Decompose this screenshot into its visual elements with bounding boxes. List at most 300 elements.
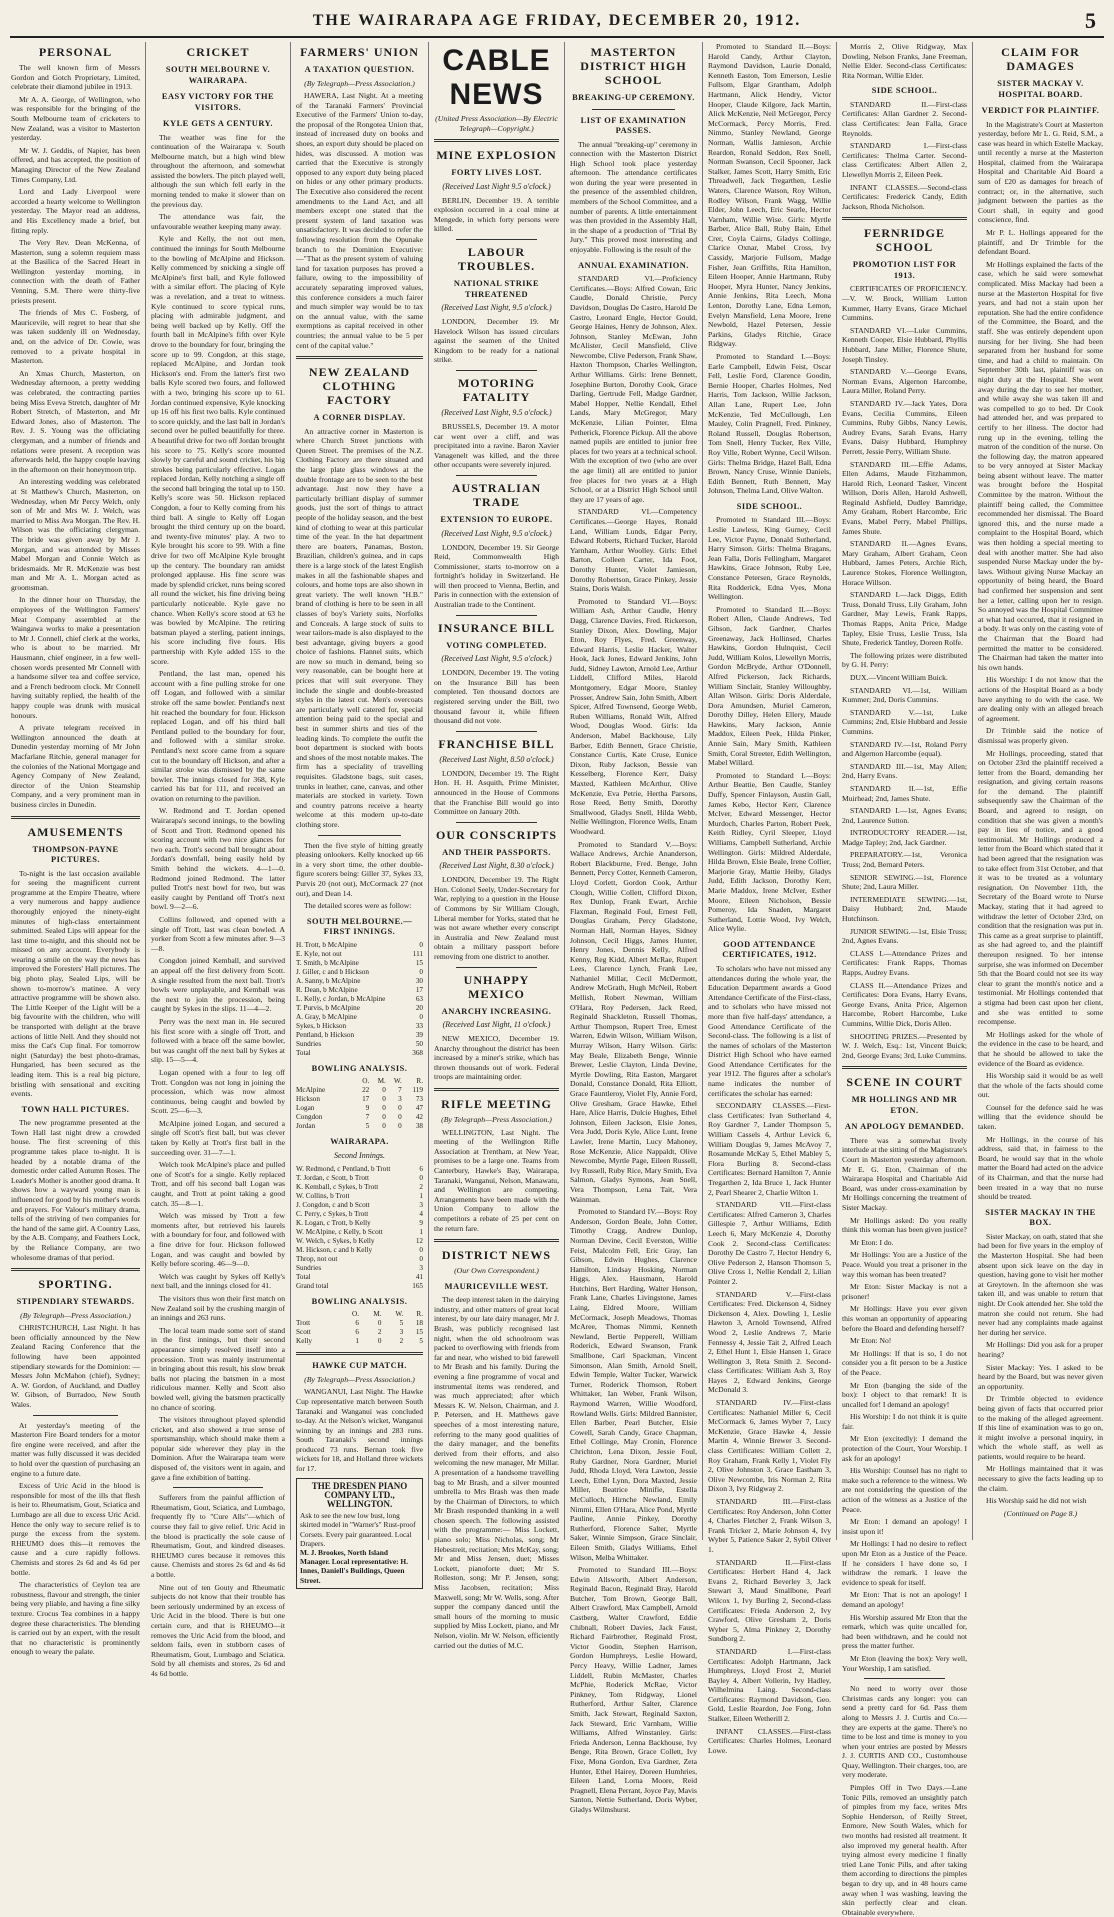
paragraph: STANDARD III.—1st, May Allen; 2nd, Harry Evans. bbox=[842, 761, 967, 781]
section-heading-clothing-factory: NEW ZEALAND CLOTHING FACTORY bbox=[308, 365, 411, 408]
paragraph: STANDARD I.—First-class Certificates: Adolph Hartmann, Jack Humphreys, Lloyd Frost 2, Muriel Bayley 4, Albert Vollerin, Ivy Hadley, Wilhelmina Laing. Second-class Certificates: Raymond Davidson, Geo. Gold, Leslie Reardon, Joe Fong, John Stalker, Eileen Wetherill 2. bbox=[708, 1646, 831, 1724]
paragraph: His Worship: I do not know that the actions of the Hospital Board as a body have anything to do with the case. We are dealing only with an alleged breach of agreement. bbox=[978, 675, 1103, 723]
bowling-figure: 38 bbox=[415, 1122, 423, 1131]
paragraph: Mr W. J. Geddis, of Napier, has been offered, and has accepted, the position of Managing Director of the New Zealand Times Company, Ltd. bbox=[11, 145, 140, 184]
subheading: A TAXATION QUESTION. bbox=[304, 65, 415, 74]
paragraph: LONDON, December 19. The Right Hon. H. H. Asquith, Prime Minister, announced in the House of Commons that the Franchise Bill would go into Committee on January 20th. bbox=[434, 768, 559, 817]
paragraph: The well known firm of Messrs Gordon and Gotch Proprietary, Limited, celebrate their diamond jubilee in 1913. bbox=[11, 63, 140, 92]
bowling-figure: 5 bbox=[399, 1319, 404, 1328]
scorecard-row bbox=[296, 1210, 423, 1219]
paragraph: Mr Eton: Sister Mackay is not a prisoner! bbox=[842, 1282, 967, 1301]
paragraph: An interesting wedding was celebrated at St Matthew's Church, Masterton, on Wednesday, when Mr Percy Welch, only son of Mr and Mrs W. J. Welch, was married to Miss Ava Morgan. The Rev. H. Wilson was the officiating clergyman. The bride was given away by Mr J. Morgan, and was attended by Misses Mabel Morgan and Connie Welch as bridesmaids. Mr R. McKenzie was best man and Mr A. L. Morgan acted as groomsman. bbox=[11, 477, 140, 592]
divider bbox=[864, 1678, 945, 1679]
paragraph: Mr Eton: No! bbox=[850, 1336, 892, 1346]
scorecard-row bbox=[296, 1031, 423, 1040]
bowling-row bbox=[296, 1113, 423, 1122]
bowling-figure: 1 bbox=[355, 1337, 360, 1346]
paragraph: STANDARD I.—First-class Certificates: Thelma Carter. Second-class Certificates: Albert Allen 2, Llewellyn Morris 2, Eileen Peek. bbox=[842, 141, 967, 180]
paragraph: Lord and Lady Liverpool were accorded a hearty welcome to Wellington yesterday. The Mayor read an address, and His Excellency made a brief, but fitting reply. bbox=[11, 187, 140, 235]
news-heading: MOTORING FATALITY bbox=[457, 376, 536, 405]
section-heading-cricket: CRICKET bbox=[186, 45, 250, 59]
masthead bbox=[10, 6, 1104, 38]
paragraph: STANDARD I.—Jack Diggs, Edith Truss, Donald Truss, Lily Graham, John Gardner, May Lewis, Frank Rapps, Thomas Rapps, Anita Price, Madge Tapley, Elsie Truss, Leslie Truss, Isla Shute, Frederick Tantley, Doreen Rolfe. bbox=[842, 590, 967, 648]
paragraph: Mr Eton: I do. bbox=[850, 1237, 894, 1247]
batsman-runs: 15 bbox=[415, 958, 423, 967]
received-line: (Received Last Night, 8.30 o'clock.) bbox=[439, 861, 554, 871]
paragraph: Promoted to Standard III.—Boys: Edwin Allsworth, Albert Anderson, Reginald Bacon, Reginald Bray, Harold Butcher, Tom Brown, George Ball, Albert Crawford, Max Campbell, Arnold Castberg, Walter Crawford, Eddie Chibnall, Robert Davies, Jack Faust, Richard Fairbrother, Reginald Frost, Victor Goodin, Stephen Harrison, Gordon Humphreys, Leslie Howard, Percy Heavy, Willie Ladner, James Liddell, Rubin McMaster, Charles McPhie, Roderick McRae, Victor Pinkney, Tom Ridgway, Lionel Rutherford, Arthur Salter, Clarence Smith, Jack Stewart, Reginald Saxton, Jack Steward, Eric Varnham, Willie Williams, Alfred Winstanley. Girls: Frieda Anderson, Lenna Backhouse, Ivy Benge, Rita Brown, Grace Collett, Ivy Fixe, Mona Gordon, Eva Gardner, Zeta Hunter, Ethel Hairey, Doreen Humhries, Eileen Land, Lorna Moore, Reid Pragnell, Elena Perrant, Joyce Pay, Mavis Santon, Nettie Sutherland, Doris Wyber, Gladys Wilmshurst. bbox=[570, 1565, 697, 1814]
column-claim-for-damages bbox=[973, 42, 1108, 1540]
paragraph: His Worship: Counsel has no right to make such a reference to the witness. We are not considering the question of the action of the witness as a Justice of the Peace. bbox=[842, 1466, 967, 1514]
batsman-runs: 12 bbox=[415, 1236, 423, 1245]
bowling-header-cell: W. bbox=[395, 1310, 404, 1319]
column-cricket bbox=[146, 42, 291, 1678]
paragraph: STANDARD V.—First-class Certificates: Fred. Dickenson 4, Sidney Dickenson 4, Alex. Dowling 1, Leslie Hawton 3, Arnold Townsend, Alfred Wood 2, Leslie Andrews 7, Marie Fennessy 4, Jessie Tait 2, Alfred Leach 2, Ethel Hunt 1, Elsie Hansen 1, Grace Wellington 3, Reta Smith 2. Second-class Certificates: William Ash 3, Roy Hayes 2, Edward Jenkins, George McDonald 3. bbox=[708, 1289, 831, 1395]
column-cable-news bbox=[429, 42, 565, 1650]
scorecard-row bbox=[296, 1013, 423, 1022]
paragraph: Welch was caught by Sykes off Kelly's next ball, and the innings closed for 41. bbox=[151, 1271, 285, 1291]
subheading: BOWLING ANALYSIS. bbox=[311, 1296, 408, 1306]
paragraph: The detailed scores were as follow: bbox=[304, 901, 412, 911]
scorecard-row bbox=[296, 941, 423, 950]
paragraph: The friends of Mrs C. Fosberg, of Mauricevile, will regret to hear that she was taken suddenly ill on Wednesday, and, on the advice of Dr. Cowie, was removed to a private hospital in Masterton. bbox=[11, 308, 140, 366]
divider bbox=[842, 1066, 967, 1069]
bowling-figure: 3 bbox=[398, 1095, 402, 1104]
section-heading-amusements: AMUSEMENTS bbox=[27, 824, 124, 839]
total-value: 41 bbox=[415, 1272, 423, 1281]
batsman-name: J. Congdon, c and b Scott bbox=[296, 1200, 370, 1209]
paragraph: Promoted to Standard IV.—Boys: Roy Anderson, Gordon Beale, John Cotter, Timothy Cragg, Andrew Dunlop, Norman Devine, Cecil Everston, Willie Feist, Malcolm Fell, Eric Gray, Ian Gibson, Edwin Hughes, Clarence Hamilton, Lindsay Hosking, Norman Higgs, Alex. Hausmann, Harold Hutchins, Bert Harding, Walter Henson, Frank Lane, Charles Livingstone, James Laing, Eldred Moore, William McCormack, Joseph Meadows, Thomas McAree, Thomas Nimmi, Kenneth Newland, Bertie Pepperell, William Roderick, Edward Swanson, Frank Smallbone, Carl Spackman, Vincent Simonson, Alan Smith, Arnold Snell, Edwin Temple, Walter Tucker, Warwick Turner, Roderick Thomson, Robert Whittaker, Ian Weber, Frank Wilson, Raymond Warren, Willie Woodford, Rowland Wells. Girls: Mildred Bannister, Ellen Barber, Pearl Butcher, Elsie Cowell, Sarah Candy, Grace Chapman, Ethel Collinge, May Cronin, Florence Chrichton, Lena Dixon, Jessie Foul, Ruby Gardner, Nora Gardner, Muriel Judd, Rhoda Lloyd, Vera Lawton, Jessie Leech, Ethel Lynn, Dora Maxted, Jessie Miller, Beatrice Minifie, Estella McCulloch, Hirnche Newland, Emily Nimmi, Ellen O'Hara, Alice Pond, Myrtle Pauline, Annie Pinkey, Dorothy Rutherford, Florence Salter, Myrtle Saker, Winnie Simpson, Grace Sinclair, Eileen Smith, Gladys Williams, Ethel Wilson, Melba Whittaker. bbox=[570, 1207, 697, 1562]
paragraph: INTERMEDIATE SEWING.—1st, Daisy Hubbard; 2nd, Maude Hutchinson. bbox=[842, 894, 967, 924]
scorecard-row bbox=[296, 1183, 423, 1192]
scorecard-row bbox=[296, 950, 423, 959]
batsman-name: T. Jordan, c Scott, b Trott bbox=[296, 1173, 369, 1182]
divider bbox=[456, 822, 537, 823]
bowling-figure: 3 bbox=[399, 1328, 404, 1337]
bowling-header-row bbox=[296, 1077, 423, 1086]
batsman-runs: 0 bbox=[419, 940, 423, 949]
paragraph: STANDARD II.—First-class Certificates: Allan Gardner 2. Second-class Certificates: Jean Falla, Grace Reynolds. bbox=[842, 99, 967, 138]
batsman-name: W. McAlpine, c Kelly, b Scott bbox=[296, 1227, 383, 1236]
paragraph: Mr Hollings explained the facts of the case, which he said were somewhat complicated. Miss Mackay had been a nurse at the Masterton Hospital for five years, and had not a stain upon her reputation. She had the entire confidence of the Committee, the Board, and the staff. She was entirely dependent upon nursing for her living. She had been separated from her husband for some time, and had a child to maintain. On September 30th last, plaintiff was on night duty at the Hospital. She went away during the day to see her mother, and while away she was taken ill and was compelled to go to bed. Dr Cook had attended her, and was prepared to certify to her illness. The doctor had rung up in the evening, telling the matron of the condition of the nurse. On the following day, the matron appeared to be very annoyed at Sister Mackay being absent without leave. The matter was brought before the Hospital Committee by the matron. Without the plaintiff being called, the Committee recommended her dismissal. The Board ignored this, and the nurse made a complaint to the Hospital Board, which was then holding a special meeting to deal with another matter. She had also suspended Nurse Mackay under the by-laws. Without giving Nurse Mackay an opportunity of being heard, the Board had confirmed her suspension and sent her a letter, calling upon her to resign. So annoyed was the Hospital Committee at what had occurred, that it resigned in a body. It was only on the casting vote of the Chairman that the Board had permitted the matter to be considered. The Chairman had taken the matter into his own hands. bbox=[978, 259, 1103, 672]
paragraph: LONDON, December 19. The Right Hon. Colonel Seely, Under-Secretary for War, replying to a question in the House of Commons by Sir William Clough, Liberal member for Yorks, stated that he was not aware whether every conscript in Australia and New Zealand must obtain a military passport before removing from one district to another. bbox=[434, 875, 559, 961]
batsman-name: W. Redmond, c Pentland, b Trott bbox=[296, 1164, 391, 1173]
paragraph: BRUSSELS, December 19. A motor car went over a cliff, and was precipitated into a ravine. Baron Xavier Vanagenelt was killed, and the three other occupants were severely injured. bbox=[434, 422, 559, 470]
paragraph: Dr Trimble said the notice of dismissal was properly given. bbox=[978, 726, 1103, 745]
bowling-figure: 9 bbox=[365, 1104, 370, 1113]
scorecard-row bbox=[296, 1022, 423, 1031]
advertisement-text: M. J. Brookes, North Island Manager. Local representative: H. Innes, Daniell's Buildings, Queen Street. bbox=[300, 1548, 409, 1585]
credit-line: (By Telegraph—Press Association.) bbox=[304, 1374, 415, 1384]
paragraph: STANDARD IV.—First-class Certificates: Nathaniel Miller 6, Cecil McCormack 6, James Wyber 7, Lucy McKenzie, Grace Hawke 4, Jessie Martin 4, Winnie Brewer 3. Second-class Certificates: William Collett 2, Roy Graham, Frank Kelly 1, Violet Fly 2, Olive Johnston 3, Grace Eastham 3, Olive Newcombe, Iris Norman 2, Rita Dixon 3, Ivy Ridgway 2. bbox=[708, 1398, 831, 1494]
bowling-header-cell: O. bbox=[362, 1077, 370, 1086]
paragraph: The deep interest taken in the dairying industry, and other matters of great local interest, by our late dairy manager, Mr J. Brash, was publicly recognised last night, when the old schoolroom was packed to overflowing with friends from far and near, who wished to bid farewell to Mr Brash and his family. During the evening a fine programme of vocal and instrumental items was rendered, and was much appreciated; after which Messrs K. W. Nelson, Chairman, and J. P. Petersen, and H. Matthews gave speeches of a most interesting nature, referring to the many good qualities of the dairy manager, and the benefits derived from their efforts, and also welcoming the new manager, Mr Millar. A presentation of a handsome travelling bag to Mr Brash, and a silver mounted umbrella to Mrs Brash was then made by the Chairman of Directors, to which Mr Brash responded thanking in a well chosen speech. The following assisted with the programme:— Miss Lockett, piano solo; Miss Nicholas, song; Mr Hebestreit, recitation; Mrs McKay, song; Mr and Miss Jensen, duet; Misses Lockett, pianoforte duet; Mr S. Rolleston, song; Mr P. Jensen, song; Miss Jacobsen, recitation; Miss Maxwell, song; Mr W. Wells, song. After supper the company danced until the small hours of the morning to music supplied by Miss Lockett, piano, and Mr Nelson, violin. Mr W. Nelson, efficiently carried out the duties of M.C. bbox=[434, 1295, 559, 1650]
scorecard-row bbox=[296, 1237, 423, 1246]
subheading: ANARCHY INCREASING. bbox=[441, 1006, 552, 1016]
paragraph: The visitors throughout played splendid cricket, and also showed a true sense of sportsmanship, which should make them a popular side wherever they play in the Dominion. After the Wairarapa team were disposed of, the visitors went in again, and gave a fine exhibition of batting. bbox=[151, 1415, 285, 1482]
subheading: AND THEIR PASSPORTS. bbox=[442, 847, 551, 857]
bowling-row bbox=[296, 1095, 423, 1104]
batsman-runs: 0 bbox=[419, 967, 423, 976]
paragraph: STANDARD III.—First-class Certificates: Roy Anderson, John Cotter 4, Charles Fletcher 2, Frank Wilson 3, Frank Tricker 2, Marie Johnson 4, Ivy Wyber 5, Patience Saker 2, Sybil Oliver 1. bbox=[708, 1497, 831, 1554]
bowling-figure: 0 bbox=[382, 1113, 386, 1122]
batsman-runs: 0 bbox=[419, 1173, 423, 1182]
section-heading-fernridge-school: FERNRIDGE SCHOOL bbox=[863, 226, 945, 255]
scorecard-row bbox=[296, 959, 423, 968]
bowler-name: Jordan bbox=[296, 1122, 316, 1131]
subheading: EXTENSION TO EUROPE. bbox=[440, 515, 553, 524]
paragraph: Collins followed, and opened with a single off Trott, last was clean bowled. A yorker from Scott a few minutes after. 9—3—8. bbox=[151, 915, 285, 953]
paragraph: In the Magistrate's Court at Masterton yesterday, before Mr L. G. Reid, S.M., a case was heard in which Estelle Mackay, until recently a nurse at the Masterton Hospital, claimed from the Wairarapa Hospital and Charitable Aid Board a sum of £20 as damages for breach of contract; or, in the alternative, such judgment between the parties as the Court shall, in equity and good conscience, find. bbox=[978, 119, 1103, 225]
columns bbox=[6, 42, 1108, 1917]
subheading: EASY VICTORY FOR THE VISITORS. bbox=[161, 92, 275, 112]
total-row bbox=[296, 1049, 423, 1058]
subheading: MR HOLLINGS AND MR ETON. bbox=[851, 1095, 958, 1115]
scorecard-row bbox=[296, 1255, 423, 1264]
received-line: (Received Last Night 9.5 o'clock.) bbox=[442, 181, 551, 191]
news-heading: UNHAPPY MEXICO bbox=[463, 972, 530, 1001]
paragraph: JUNIOR SEWING.—1st, Elsie Truss; 2nd, Agnes Evans. bbox=[842, 926, 967, 946]
bowling-analysis-table bbox=[296, 1077, 423, 1131]
column-personal bbox=[6, 42, 146, 1657]
batsman-name: Sykes, b Hickson bbox=[296, 1021, 347, 1030]
batsman-name: Sundries bbox=[296, 1263, 322, 1272]
bowling-header-cell bbox=[296, 1310, 340, 1319]
scorecard-row bbox=[296, 1004, 423, 1013]
paragraph: The attendance was fair, the unfavourable weather keeping many away. bbox=[151, 212, 285, 231]
paragraph: SECONDARY CLASSES.—First-class Certificates: Ivan Sutherland 4, Roy Gardner 7, Lander Thompson 5, William Cassels 4, Arthur Levick 6, William Douglas 9, James McAvoy 7, Rosamunde McKay 5, Ethel Mabley 5, Flora Burling 8. Second-class Certificates: Bernard Hamilton 7, Annie Tregarthen 2, Ida Bruce 1, Jack Hunter 2, Pearl Shearer 2, Charlie Wilton 1. bbox=[708, 1101, 831, 1197]
divider bbox=[318, 835, 401, 836]
subheading: SOUTH MELBOURNE.—FIRST INNINGS. bbox=[306, 916, 413, 937]
bowling-figure: 0 bbox=[382, 1122, 386, 1131]
news-heading: MINE EXPLOSION bbox=[436, 148, 557, 163]
credit-line: (Our Own Correspondent.) bbox=[454, 1266, 539, 1276]
paragraph: STANDARD VI.—1st, William Kummer; 2nd, Doris Cummins. bbox=[842, 685, 967, 705]
batsman-name: Throp, not out bbox=[296, 1254, 338, 1263]
batsman-runs: 0 bbox=[419, 1254, 423, 1263]
scorecard-row bbox=[296, 1174, 423, 1183]
paragraph: Mr Hollings, proceeding, stated that on October 23rd the plaintiff received a letter from the Board, demanding her resignation, and giving certain reasons for the demand. The plaintiff subsequently saw the Chairman of the Board, and agreed to resign, on condition that she was given a month's pay in lieu of notice, and a good testimonial. Mr Hollings produced a letter from the Board which stated that it had been agreed that the resignation was to take effect from 31st October, and that it was to be treated as a voluntary resignation. On November 11th, the Secretary of the Board wrote to Nurse Mackay, stating that it had agreed to withdraw the letter of October 23rd, on condition that the resignation was put in. This came as a great surprise to plaintiff, as she had agreed to, and the plaintiff thereupon resigned. To her intense surprise, she was informed on December 5th that the Board could not see its way clear to grant the month's notice and a testimonial. Mr Hollings contended that a stigma had been cast upon her client, and she was entitled to some recompense. bbox=[978, 748, 1103, 1027]
subheading: SIDE SCHOOL. bbox=[736, 501, 803, 511]
bowling-figure: 17 bbox=[362, 1095, 370, 1104]
divider bbox=[456, 239, 537, 240]
subheading: TOWN HALL PICTURES. bbox=[21, 1104, 130, 1114]
batsman-runs: 17 bbox=[415, 985, 423, 994]
paragraph: Pimples Off in Two Days.—Lane Tonic Pills, removed an unsightly patch of pimples from my face, writes Mrs Sophie Henderson, of Reilly Street, Enmore, New South Wales, which for two months had resisted all treatment. It also improved my general health. After trying almost every medicine I finally tried Lane Tonic Pills, and after taking them according to directions the pimples began to dry up, and in 48 hours came away when I was washing, leaving the skin perfectly clear and clean. Obtainable everywhere. bbox=[842, 1783, 967, 1917]
bowling-row bbox=[296, 1086, 423, 1095]
paragraph: STANDARD IV.—Jack Yates, Dora Evans, Cecilia Cummins, Eileen Cummins, Ruby Gibbs, Nancy Lewis, Audrey Evans, Sarah Evans, Harry Evans, Daisy Hubbard, Humphrey Perrett, Jessie Perry, William Shute. bbox=[842, 398, 967, 456]
advertisement bbox=[296, 1478, 423, 1589]
subheading: SOUTH MELBOURNE V. WAIRARAPA. bbox=[165, 65, 271, 85]
batsman-runs: 39 bbox=[415, 1030, 423, 1039]
column-fernridge-school bbox=[837, 42, 973, 1917]
paragraph: The local team made some sort of stand in the first innings, but their second appearance simply resolved itself into a procession. Trott was mainly instrumental in bringing about this result, his slow break balls not placing the batsmen in a most ridiculous manner. Kelly and Scott also bowled well, giving the batsmen practically no chance of scoring. bbox=[151, 1325, 285, 1412]
bowling-figure: 18 bbox=[415, 1319, 423, 1328]
paragraph: An attractive corner in Masterton is where Church Street junctions with Queen Street. The premises of the N.Z. Clothing Factory are there situated and the large plate glass windows at the double frontage are to be seen to the best advantage. Just now they have a particularly brilliant display of summer goods, just the sort of things to attract people of the holiday season, and the best kind of clothing to wear at this particular time of the year. In the hat department there are boaters, Panamas, Boston, Brazilian, children's guinea, and in caps there is a large stock of the latest English makes in all the fashionable shapes and colours, and home tops are also shown in great variety. The well known "H.B." brand of clothing is here to be seen in all classes of boy's Variety suits, Norfolks and Conceals. A large stock of suits to wear tailors-made is also displayed to the best advantage, giving buyers a good choice of fashions. Flannel suits, which are now so much in demand, being so very reasonable, can be bought here at prices that will suit everyone. They include the single and double-breasted styles in the latest cut. Men's overcoats are particularly well catered for, special attention being paid to the special and best in summer shirts and ties of the leading kinds. To complete the outfit the boot department is stocked with boots and shoes of the most notable makes. The firm has a speciality of travelling requisites. Gladstone bags, suit cases, trunks in leather, cane, canvas, and other materials are stocked in variety. Town and country patrons receive a hearty welcome at this modern up-to-date clothing store. bbox=[296, 426, 423, 829]
column-high-school bbox=[565, 42, 703, 1814]
batsman-runs: 111 bbox=[412, 949, 423, 958]
bowling-row bbox=[296, 1122, 423, 1131]
paragraph: Mr Hollings: I had no desire to reflect upon Mr Eton as a Justice of the Peace. If he considers I have done so, I withdraw the remark. I leave the evidence to speak for itself. bbox=[842, 1539, 967, 1587]
paragraph: W. Redmond and T. Jordan opened Wairarapa's second innings, to the bowling of Scott and Trott. Redmond opened his scoring account with two nice glances for two each. Trott's second ball brought about Jordan's downfall, being easily held by Smith behind the wickets. 4—1—0. Redmond joined Redmond. The latter pulled Trott's next bowl for two, but was easily caught by Pentland off Trott's next bowl. 9—2—6. bbox=[151, 806, 285, 912]
batsman-runs: 4 bbox=[419, 1209, 423, 1218]
grand-total-value: 165 bbox=[412, 1281, 423, 1290]
bowling-figure: 42 bbox=[415, 1113, 423, 1122]
paragraph: STANDARD II.—1st, Effie Muirhead; 2nd, James Shute. bbox=[842, 783, 967, 803]
scorecard-row bbox=[296, 1246, 423, 1255]
subheading: SIDE SCHOOL. bbox=[871, 86, 938, 96]
batsman-runs: 2 bbox=[419, 1182, 423, 1191]
credit-line: (United Press Association—By Electric Telegraph—Copyright.) bbox=[435, 114, 558, 133]
bowling-header-cell: M. bbox=[377, 1077, 386, 1086]
batsman-name: L. Kelly, c Jordan, b McAlpine bbox=[296, 994, 386, 1003]
advertisement-text: Ask to see the new low bust, long skirted model in "Warner's" Rust-proof Corsets. Every pair guaranteed. Local Drapers. bbox=[300, 1511, 416, 1548]
paragraph: DUX.—Vincent William Buick. bbox=[850, 672, 948, 682]
bowling-figure: 5 bbox=[365, 1122, 370, 1131]
bowling-figure: 47 bbox=[415, 1104, 423, 1113]
batsman-runs: 6 bbox=[419, 1164, 423, 1173]
paragraph: CLASS I.—Attendance Prizes and Certificates: Frank Rapps, Thomas Rapps, Audrey Evans. bbox=[842, 948, 967, 977]
divider bbox=[456, 370, 537, 371]
paragraph: Welch was missed by Trott a few moments after, but retrieved his laurels with a boundary for four, and followed with a fine drive for four. Hickson followed Logan, and was caught and bowled by Kelly before scoring. 46—9—0. bbox=[151, 1211, 285, 1269]
paragraph: Dr Trimble objected to evidence being given of facts that occurred prior to the making of the alleged agreement. If this line of examination was to go on, it might involve a personal inquiry, in which the whole staff, as well as patients, would require to be heard. bbox=[978, 1394, 1103, 1461]
scorecard-row bbox=[296, 1165, 423, 1174]
paragraph: INFANT CLASSES.—Second-class Certificates: Frederick Candy, Edith Jackson, Rhoda Nicholson. bbox=[842, 182, 967, 211]
bowling-figure: 0 bbox=[382, 1086, 386, 1095]
bowling-analysis-table bbox=[296, 1310, 423, 1346]
paragraph: The Very Rev. Dean McKenna, of Masterton, sung a solemn requiem mass at the Basilica of the Sacred Heart in Wellington yesterday morning, in connection with the death of Father Venning, S.M. There were thirty-five priests present. bbox=[11, 238, 140, 305]
total-label: Total bbox=[296, 1272, 311, 1281]
paragraph: Perry was the next man in. He secured his first score with a single off Trott, and followed with a brace off the same bowler, but was caught off the next ball by Sykes at slip. 15—5—4. bbox=[151, 1016, 285, 1065]
subheading: Second Innings. bbox=[333, 1150, 386, 1160]
paragraph: LONDON, December 19. The voting on the Insurance Bill has been completed. Ten thousand doctors are registered serving under the Bill, two thousand favour it, while fifteen thousand did not vote. bbox=[434, 668, 559, 726]
paragraph: His Worship said he did not wish bbox=[986, 1496, 1087, 1506]
batsman-name: M. Hickson, c and b Kelly bbox=[296, 1245, 373, 1254]
paragraph: Sister Mackay, on oath, stated that she had been for five years in the employ of the Masterton Hospital. She had been absent upon sick leave on the day in question, having gone to visit her mother at Greytown. In the afternoon she was taken ill, and was unable to return that night. Dr Cook attended her. She told the matron she could not return. She had never had any complaints made against her during her service. bbox=[978, 1231, 1103, 1337]
divider bbox=[592, 109, 675, 110]
paragraph: INTRODUCTORY READER.—1st, Madge Tapley; 2nd, Jack Gardner. bbox=[842, 828, 967, 847]
paragraph: Mr Eton (banging the side of the box): I object to that remark! It is uncalled for! I demand an apology! bbox=[842, 1380, 967, 1409]
paragraph: NEW MEXICO, December 19. Anarchy throughout the district has been increased by a miner's strike, which has thrown thousands out of work. Federal troops are maintaining order. bbox=[434, 1034, 559, 1082]
paragraph: BERLIN, December 19. A terrible explosion occurred in a coal mine at Mengede, in which forty persons were killed. bbox=[434, 195, 559, 234]
section-heading-high-school: MASTERTON DISTRICT HIGH SCHOOL bbox=[580, 45, 687, 87]
subheading: BOWLING ANALYSIS. bbox=[311, 1063, 408, 1073]
paragraph: STANDARD I.—1st, Agnes Evans; 2nd, Laurence Sutton. bbox=[842, 806, 967, 825]
paragraph: Mr Hollings maintained that it was necessary to give the facts leading up to the claim. bbox=[978, 1464, 1103, 1493]
news-heading: RIFLE MEETING bbox=[441, 1097, 552, 1111]
paragraph: LONDON, December 19. Mr Havelock Wilson has issued circulars against the seamen of the United Kingdom to be ready for a national strike. bbox=[434, 317, 559, 365]
divider bbox=[11, 816, 140, 819]
paragraph: Kyle and Kelly, the not out men, continued the innings for South Melbourne to the bowling of McAlpine and Hickson. Kelly commenced by snicking a single off McAlpine's first ball, and Kyle followed with a similar effort. The placing of Kyle was a revelation, and a treat to witness. Kyle continued to score typical runs, placing with admirable judgment, and being well backed up by Kelly. Off the fourth ball in McAlpine's fifth over Kyle drove to the boundary for four, bringing the score up to 99. Congdon, at this stage, replaced McAlpine, and Jordan took Hickson's end. From the latter's first two balls Kyle scored two fours, and followed with a two, bringing his score up to 61. Jordan continued expensive, Kyle knocking up 16 off his first two balls. Kyle continued to score quickly, and the last ball in Jordan's second over he pulled beautifully for three. A beautiful drive for two off Jordan brought his score to 75. Kelly's score mounted slowly by careful and sound cricket, his big strokes being particularly effective. Logan replaced Jordan, Kelly notching a single off the second ball bringing the total up to 150. Kelly's score was 50. Hickson replaced Congdon, a four to Kelly coming from his third ball. A single to Kelly off Logan brought the third century up on the board, and twenty-five minutes' play. A two to Kyle brought his score to 99. With a fine drive for two off McAlpine Kyle brought up the century. The boundary ran amidst prolonged applause. His fine score was made by splendid cricket, runs being scored all round the wicket, his fine driving being particularly noticeable. Kyle gave no chance. When Kelly's score stood at 63 he was bowled by McAlpine. The retiring batsman played a sterling, patient innings, his score including five fours. His partnership with Kyle added 155 to the score. bbox=[151, 234, 285, 666]
bowling-figure: 0 bbox=[382, 1104, 386, 1113]
subheading: MAURICEVILLE WEST. bbox=[444, 1281, 549, 1291]
bowler-name: Trott bbox=[296, 1319, 311, 1328]
news-heading: INSURANCE BILL bbox=[437, 620, 556, 635]
paragraph: SENIOR SEWING.—1st, Florence Shute; 2nd, Laura Miller. bbox=[842, 872, 967, 892]
subheading: THOMPSON-PAYNE PICTURES. bbox=[32, 844, 119, 865]
subheading: SISTER MACKAY V. HOSPITAL BOARD. bbox=[997, 79, 1084, 99]
batsman-name: K. Logan, c Trott, b Kelly bbox=[296, 1218, 371, 1227]
paragraph: Promoted to Standard I.—Boys: Arthur Beattie, Ben Caudle, Stanley Duffy, Spencer Finlayson, Austin Gall, James Kebo, Hector Kerr, Clarence McIver, Edward Messenger, Hector Murdoch, Charles Parton, Robert Peek, Keith Ridley, Cyril Sleeper, Lloyd Williams, Campbell Sutherland, Archie Wellington. Girls: Mildred Alderdale, Hilda Brown, Elsie Beale, Irene Collier, Marjorie Gray, Mattie Heiby, Gladys Judd, Edith Jackson, Dorothy Kerr, Marie Maddox, Irene McIver, Esther Moore, Eileen Nicholson, Bessie Pomeroy, Ida Snaden, Margaret Sutherland, Lottie Wood, Ivy Welch, Alice Wylie. bbox=[708, 770, 831, 934]
paragraph: STANDARD II.—First-class Certificates: Herbert Hand 4, Jack Evans 2, Richard Beverley 3, Jack Stewart 3, Maud Smallbone, Pearl Wilcox 1, Ivy Burling 2, Second-class Certificates: Frieda Anderson 2, Ivy Crawford, Olive Gresham 2, Doris Wyber 5, Alma Pinkney 2, Dorothy Sundborg 2. bbox=[708, 1557, 831, 1644]
paragraph: Pentland, the last man, opened his account with a fine pulling stroke for one off Logan, and followed with a similar stroke off the same bowler. Pentland's next hit reached the boundary for four. Hickson replaced Logan, and off his third ball Pentland pulled to the boundary for four, and followed with a similar stroke. Pentland's next score came from a square cut to the boundary off Hickson, and after a similar stroke was dismissed by the same bowler. The innings closed for 368, Kyle carried his bat for 111, and received an ovation on returning to the pavilion. bbox=[151, 669, 285, 803]
bowler-name: Hickson bbox=[296, 1095, 320, 1104]
batsman-name: W. Collins, b Trott bbox=[296, 1191, 350, 1200]
batsman-runs: 33 bbox=[415, 1021, 423, 1030]
batsman-name: E. Kyle, not out bbox=[296, 949, 342, 958]
subheading: LIST OF EXAMINATION PASSES. bbox=[580, 115, 687, 135]
bowling-header-cell: R. bbox=[416, 1077, 423, 1086]
paragraph: The new programme presented at the Town Hall last night drew a crowded house. The first screening of this programme takes place to-night. It is headed by a notable drama of the domestic order called Autumn Roses. The Leader's Mother is another good drama. It shows how a wayward young man is influenced for good by his mother's words and prayers. For Valour's military drama, tells of the striving of two companies for the hand of the same girl. A Country Lass, by the A.B. Company, and Feathers Lock, by the Reliance Company, are two wholesome dramas of that period. bbox=[11, 1118, 140, 1262]
divider bbox=[296, 356, 423, 359]
total-label: Total bbox=[296, 1048, 311, 1057]
page-number: 5 bbox=[1085, 8, 1096, 33]
paragraph: Mr Eton (excitedly): I demand the protection of the Court, Your Worship. I ask for an apology! bbox=[842, 1434, 967, 1463]
subheading: FORTY LIVES LOST. bbox=[451, 168, 542, 178]
scorecard-row bbox=[296, 977, 423, 986]
paragraph: An Xmas Church, Masterton, on Wednesday afternoon, a pretty wedding was celebrated, the contracting parties being Miss Eveva Stretch, daughter of Mr Robert Stretch, of Masterton, and Mr Edward Jones, also of Masterton. The Rev. J. S. Young was the officiating clergyman, and a number of friends and relations were present. A reception was afterwards held, the happy couple leaving in the afternoon on their honeymoon trip. bbox=[11, 368, 140, 474]
batsman-runs: 3 bbox=[419, 1263, 423, 1272]
scorecard-row bbox=[296, 1219, 423, 1228]
paragraph: INFANT CLASSES.—First-class Certificates: Charles Holmes, Leonard Lowe. bbox=[708, 1726, 831, 1755]
paragraph: His Worship assured Mr Eton that the remark, which was quite uncalled for, had been withdrawn, and he could not press the matter further. bbox=[842, 1612, 967, 1651]
section-heading-scene-in-court: SCENE IN COURT bbox=[846, 1075, 963, 1090]
scorecard-row bbox=[296, 1228, 423, 1237]
paragraph: STANDARD II.—Agnes Evans, Mary Graham, Albert Graham, Ceon Hubbard, James Peters, Archie Rich, Laurence Stokes, Florence Wellington, Horace Willson. bbox=[842, 539, 967, 587]
paragraph: Congdon joined Kemball, and survived an appeal off the first delivery from Scott. A single resulted from the next ball. Trott's bowls were unplayable, and Kemball was the next to join the procession, being caught by Sykes in the slips. 11—4—2. bbox=[151, 956, 285, 1014]
divider bbox=[434, 1239, 559, 1242]
paragraph: Excess of Uric Acid in the blood is responsible for most of the ills that flesh is heir to. Rheumatism, Gout, Sciatica and Lumbago are all due to excess Uric Acid. Hence the only way to secure relief is to purge the excess from the system. RHEUMO does this—it removes the cause and a cure rapidly follows. Chemists and stores 2s 6d and 4s 6d per bottle. bbox=[11, 1481, 140, 1577]
paragraph: To scholars who have not missed any attendances during the whole year, the Education Department awards a Good Attendance Certificate of the First-class, and to scholars who have missed not more than five half-days' attendance, a Good Attendance Certificate of the Second-class. The following is a list of the names of scholars of the Masterton District High School who have earned Good Attendance Certificates for the year 1912. The figures after a scholar's name indicates the number of certificates the scholar has earned: bbox=[708, 963, 831, 1098]
news-heading: LABOUR TROUBLES. bbox=[457, 245, 536, 274]
paragraph: Logan opened with a four to leg off Trott. Congdon was not long in joining the procession, which was now almost continuous, being caught and bowled by Scott. 25—6—3. bbox=[151, 1067, 285, 1116]
paragraph: Mr Eton: I demand an apology! I insist upon it! bbox=[842, 1517, 967, 1536]
batsman-runs: 1 bbox=[419, 1227, 423, 1236]
divider bbox=[456, 731, 537, 732]
section-heading-cable-news: CABLE NEWS bbox=[442, 44, 551, 111]
divider bbox=[11, 1268, 140, 1271]
paragraph: Mr Hollings asked: Do you really think this woman has been given justice? bbox=[842, 1215, 967, 1235]
credit-line: (By Telegraph—Press Association.) bbox=[441, 1115, 552, 1124]
bowling-row bbox=[296, 1337, 423, 1346]
divider bbox=[842, 217, 967, 220]
paragraph: Mr Hollings: Have you ever given this woman an opportunity of appearing before the Board and defending herself? bbox=[842, 1304, 967, 1333]
paragraph: Then the five style of hitting greatly pleasing onlookers. Kelly knocked up 66 in a very short time, the other double-figure scorers being: Giller 37, Sykes 33, Purvis 20 (not out), McCormack 27 (not out), and Dean 14. bbox=[296, 840, 423, 898]
batsman-runs: 0 bbox=[419, 1245, 423, 1254]
paragraph: Mr Hollings: If that is so, I do not consider you a fit person to be a Justice of the Peace. bbox=[842, 1348, 967, 1377]
paragraph: STANDARD V.—1st, Luke Cummins; 2nd, Elsie Hubbard and Jessie Cummins. bbox=[842, 707, 967, 736]
paragraph: Promoted to Standard III.—Boys: Leslie Lawless, King Gurney, Cecil Lee, Victor Payne, Donald Sutherland, Harry Simson. Girls: Thelma Bragans, Jean Falla, Doris Fellingham, Margaret Hawkins, Grace Johnson, Ruby Lee, Constance Petersen, Grace Reynolds, Rita Rodderick, Edna Vyes, Mona Wellington. bbox=[708, 515, 831, 602]
subheading: PROMOTION LIST FOR 1913. bbox=[852, 260, 957, 280]
divider bbox=[456, 475, 537, 476]
divider bbox=[173, 1487, 263, 1488]
paragraph: Promoted to Standard II.—Boys: Robert Allen, Claude Andrews, Ted Gibson, Jack Gardner, Charles Greenaway, Jack Hollinsed, Charles Hawkins, Gordon Hulnquist, Cecil Judd, William Kolos, Llewellyn Morris, Gordon McBryde, Arthur O'Donnell, Alfred Pickerson, Jack Richards, William Sinclair, Stanley Willoughby, Allan Wilson. Girls: Doris Alderdale, Dora Amundsen, Muriel Cameron, Dorothy Dilley, Helen Ellery, Maude Hawkins, Mary Jackson, Annie Maddox, Eileen Peek, Hilda Pinker, Annie Sain, Mary Smith, Kathleen Smith, Coral Streeter, Edith Wellington, Mabel Willard. bbox=[708, 604, 831, 768]
batsman-runs: 1 bbox=[419, 1191, 423, 1200]
paragraph: His Worship said it would be as well that the whole of the facts should come out. bbox=[978, 1071, 1103, 1100]
batsman-name: W. Welch, c Sykes, b Kelly bbox=[296, 1236, 375, 1245]
bowling-row bbox=[296, 1104, 423, 1113]
paragraph: WANGANUI, Last Night. The Hawke Cup representative match between South Taranaki and Wanganui was concluded to-day. At the Nelson's wicket, Wanganui winning by an innings and 283 runs. South Taranaki's second innings produced 73 runs. Bernan took five wickets for 18, and Holland three wickets for 17. bbox=[296, 1387, 423, 1474]
batsman-name: Pentland, b Hickson bbox=[296, 1030, 355, 1039]
paragraph: At yesterday's meeting of the Masterton Fire Board tenders for a motor fire engine were received, and after the matter was fully discussed it was decided to hold over the question of purchasing an engine to a future date. bbox=[11, 1420, 140, 1478]
paragraph: STANDARD III.—Effie Adams, Ellen Adams, Maude Fitzhammon, Harold Rich, Leonard Tasker, Vincent Willson, Doris Allen, Harold Ashwell, Reginald Ashfield, Dudley Bamridge, Amy Graham, Robert Harcombe, Eric Evans, Mabel Perry, Mabel Phillips, James Shute. bbox=[842, 459, 967, 536]
scorecard-row bbox=[296, 986, 423, 995]
news-heading: OUR CONSCRIPTS bbox=[435, 827, 557, 842]
bowling-figure: 0 bbox=[382, 1095, 386, 1104]
bowling-figure: 2 bbox=[377, 1328, 382, 1337]
paragraph: Promoted to Standard V.—Boys: Wallace Andrews, Archie Ananderson, Robert Blackburne, Fred. Benge, John Bennett, Percy Cotter, Kenneth Cameron, Lloyd Corlett, Gordon Cook, Arthur Clough, Willie Collett, Clifford Dixon, Rex Dunlop, Frank Ewart, Archie Flaxman, Reginald Foul, Ernest Fell, Douglas Graham, Percy Gladstone, Norman Hall, Norman Hayes, Sidney Johnson, Cecil Higgs, James Hunter, Henry Jones, Dennis Kelly, Alfred Kenny, Reg Kidd, Albert McRae, Rupert Lees, Clarence Lynch, Frank Lee, Nathaniel Millar, Cecil McDermott, Andrew McGrath, Hugh McNeil, Robert Mellish, Robert Newman, William O'Hara, Roy Pedersen, Jack Reed, Reginald Shackleton, Russell Thomas, Arthur Thompson, Rupert Tree, Ernest Warren, Edwin Wilson, William Wilson, Murray Wilson, Harry Wilson. Girls: May Beale, Elizabeth Benge, Winnie Brewer, Leslie Clayton, Linda Devine, Myrtle Dowling, Rita Easton, Margaret Donald, Constance Donald, Rita Elliott, Grace Fauntleroy, Violet Fly, Annie Ford, Olive Gresham, Grace Hawke, Ethel Hare, Alice Harris, Dulcie Hughes, Ethel Johnson, Eileen Jackson, Elsie Jones, Vera Judd, Doris Kyle, Alice Lunt, Irene Lawler, Irene Martin, Lucy Mahoney, Rose McKenzie, Alice Nappaldt, Olive Newcombe, Myrtle Page, Eileen Russell, Ivy Russell, Ruby Rice, Mary Smith, Eva Salmon, Gladys Symons, Jean Snell, Vera Thompson, Lena Tait, Vera Wainman. bbox=[570, 839, 697, 1204]
paragraph: LONDON, December 19. Sir George Reid, Commonwealth High Commissioner, starts to-morrow on a fortnight's holiday in Switzerland. He will then proceed to Vienna, Berlin, and Paris in connection with the extension of Australian trade to the Continent. bbox=[434, 542, 559, 610]
paragraph: CHRISTCHURCH, Last Night. It has been officially announced by the New Zealand Racing Conference that the following have been appointed stipendiary stewards for the Dominion: —Messrs John McMahon (chief), Sydney; A. W. Gordon, of Auckland, and Dudley W. Gibson, of Burradoo, New South Wales. bbox=[11, 1323, 140, 1410]
bowling-header-cell: R. bbox=[416, 1310, 423, 1319]
continued-note: (Continued on Page 8.) bbox=[1003, 1508, 1078, 1518]
bowling-figure: 7 bbox=[365, 1113, 370, 1122]
advertisement-text: Nine out of ten Gouty and Rheumatic subjects do not know that their trouble has been seriously undermined by an excess of Uric Acid in the blood. There is but one certain cure, and that is RHEUMO—it removes the Uric Acid from the blood, and seldom fails, even in stubborn cases of Rheumatism, Gout, Lumbago and Sciatica. Sold by all chemists and stores, 2s 6d and 4s 6d bottle. bbox=[151, 1582, 285, 1678]
paragraph: In the dinner hour on Thursday, the employees of the Wellington Farmers' Meat Company assembled at the Waingawa works to make a presentation to Mr J. Connell, chief clerk at the works, who is about to be married. Mr Hausmann, chief engineer, in a few well-chosen words presented Mr Connell with a handsome silver tea and coffee service, and a French bedroom clock. Mr Connell having suitably replied, the health of the happy couple was drunk with musical honours. bbox=[11, 595, 140, 720]
batsman-name: T. Purvis, b McAlpine bbox=[296, 1003, 360, 1012]
subheading: NATIONAL STRIKE THREATENED bbox=[453, 279, 540, 299]
received-line: (Received Last Night, 8.50 o'clock.) bbox=[439, 754, 554, 764]
subheading: WAIRARAPA. bbox=[330, 1137, 389, 1147]
news-heading: AUSTRALIAN TRADE bbox=[451, 481, 542, 509]
advertisement-text: Sufferers from the painful affliction of Rheumatism, Gout, Sciatica, and Lumbago, frequently fly to "Cure Alls"—which of course they fail to give relief. Uric Acid in the blood is practically the sole cause of Rheumatism, Gout, and kindred diseases. RHEUMO cures because it removes this cause. Chemists and stores 2s 6d and 4s 6d a bottle. bbox=[151, 1493, 285, 1579]
credit-line: (By Telegraph—Press Association.) bbox=[20, 1310, 131, 1320]
bowling-figure: 22 bbox=[362, 1086, 370, 1095]
paragraph: SHOOTING PRIZES.—Presented by W. J. Welch, Esq.: 1st, Vincent Buick; 2nd, George Evans; 3rd, Luke Cummins. bbox=[842, 1031, 967, 1060]
paragraph: Counsel for the defence said he was willing that the evidence should be taken. bbox=[978, 1102, 1103, 1132]
bowling-figure: 6 bbox=[355, 1319, 360, 1328]
batsman-runs: 20 bbox=[415, 1003, 423, 1012]
batsman-runs: 63 bbox=[415, 994, 423, 1003]
paragraph: The following prizes were distributed by G. H. Perry: bbox=[842, 650, 967, 670]
received-line: (Received Last Night, 9.5 o'clock.) bbox=[441, 654, 552, 664]
bowling-header-cell: W. bbox=[393, 1077, 402, 1086]
bowling-figure: 5 bbox=[419, 1337, 423, 1346]
paragraph: STANDARD VII.—First-class Certificates: Alfred Cameron 3, Charles Gillespie 7, Arthur Williams, Edith Leech 6, Mary McKenzie 4, Dorothy Cook 2. Second-class Certificates: Dorothy De Castro 7, Hector Hendry 6, Olive Pederson 2, Hanson Thomson 5, Olive Cross 1, Nellie Kendall 2, Lilian Pointer 2. bbox=[708, 1200, 831, 1286]
grand-total-label: Grand total bbox=[296, 1281, 329, 1290]
paragraph: Promoted to Standard II.—Boys: Harold Candy, Arthur Clayton, Raymond Davidson, Laurie Donald, Kenneth Easton, Tom Emerson, Leslie Fullsom, Elgar Grantham, Adolph Hartmann, Alick Hendry, Victor Hooper, Claude Kilgore, Jack Martin, Alick McKenzie, Neil McGregor, Percy McCormack, Percy Morris, Fred. Nimmo, Stanley Newland, George Norman, Wallis Jamieson, Archie Reardon, Ronald Seddon, Rex Snell, Norman Swanson, Cecil Spooner, Jack Stalker, James Scott, Harry Smith, Eric Threadwell, Jack Tregarthen, Leslie Waters, Clarence Watson, Roy Wilton, Rodley Wilson, Frank Wagg, Willie Elder, John Leech, Eric Searle, Hector Varnham, Willie Wise. Girls: Myrtle Barber, Alice Ball, Ruby Bain, Ethel Crer, Coyla Cairns, Gladys Collinge, Clarice Oxnar, Mabel Cross, Ivy Cassidy, Marjorie Fullsom, Madge Fisher, Jean Griffiths, Rita Hamilton, Eileen Hooper, Annie Hartmann, Ruby Hooper, Myra Hunter, Nancy Jenkins, Annie Jenkins, Rita Leech, Mona Lenton, Dorothy Lane, Edna Lemon, Evelyn Mansfield, Lena Moore, Irene Newbold, Hazel Petersen, Jessie Parkins, Gladys Ritchie, Grace Ridgway. bbox=[708, 42, 831, 349]
paragraph: Welch took McAlpine's place and pulled one of Scott's for a single. Kelly replaced Trott, and off his second ball Logan was caught, and Trott at point taking a good catch. 35—8—1. bbox=[151, 1160, 285, 1208]
bowler-name: Kelly bbox=[296, 1337, 312, 1346]
subheading: HAWKE CUP MATCH. bbox=[312, 1361, 407, 1371]
paragraph: His Worship: I do not think it is quite fair. bbox=[842, 1412, 967, 1431]
received-line: (Received Last Night, 9.5 o'clock.) bbox=[441, 528, 552, 538]
bowling-figure: 6 bbox=[355, 1328, 360, 1337]
scorecard-row bbox=[296, 1192, 423, 1201]
subheading: VOTING COMPLETED. bbox=[446, 640, 547, 650]
total-value: 368 bbox=[412, 1048, 423, 1057]
divider bbox=[456, 967, 537, 968]
subheading: BREAKING-UP CEREMONY. bbox=[572, 93, 695, 102]
scorecard-row bbox=[296, 1040, 423, 1049]
bowler-name: Scott bbox=[296, 1328, 311, 1337]
batsman-runs: 0 bbox=[419, 1012, 423, 1021]
news-heading: DISTRICT NEWS bbox=[441, 1248, 552, 1263]
received-line: (Received Last Night, 11 o'clock.) bbox=[442, 1020, 551, 1030]
paragraph: Mr Hollings, in the course of his address, said that, in fairness to the Board, he would say that in the whole matter the Board had acted on the advice of its Chairman, and that the nurse had been treated in a way that no nurse should be treated. bbox=[978, 1134, 1103, 1202]
bowling-figure: 0 bbox=[377, 1319, 382, 1328]
divider bbox=[296, 1352, 423, 1355]
bowler-name: McAlpine bbox=[296, 1086, 326, 1095]
paragraph: The visitors thus won their first match on New Zealand soil by the crushing margin of an innings and 263 runs. bbox=[151, 1293, 285, 1323]
paragraph: STANDARD V.—George Evans, Norman Evans, Algernon Harcombe, Laura Miller, Roland Perry. bbox=[842, 367, 967, 396]
paragraph: Mr A. A. George, of Wellington, who was responsible for the bringing of the South Melbourne team of cricketers to New Zealand, was a visitor to Masterton yesterday. bbox=[11, 94, 140, 143]
bowling-figure: 119 bbox=[412, 1086, 423, 1095]
paragraph: McAlpine joined Logan, and secured a single off Scott's first ball, but was clever taken by Kelly at Trott's first ball in the succeeding over. 31—7—1. bbox=[151, 1118, 285, 1157]
subheading: KYLE GETS A CENTURY. bbox=[163, 119, 273, 128]
section-heading-farmers-union: FARMERS' UNION bbox=[300, 45, 419, 59]
paragraph: Sister Mackay: Yes. I asked to be heard by the Board, but was never given an opportunity. bbox=[978, 1362, 1103, 1391]
subheading: VERDICT FOR PLAINTIFF. bbox=[981, 106, 1100, 115]
